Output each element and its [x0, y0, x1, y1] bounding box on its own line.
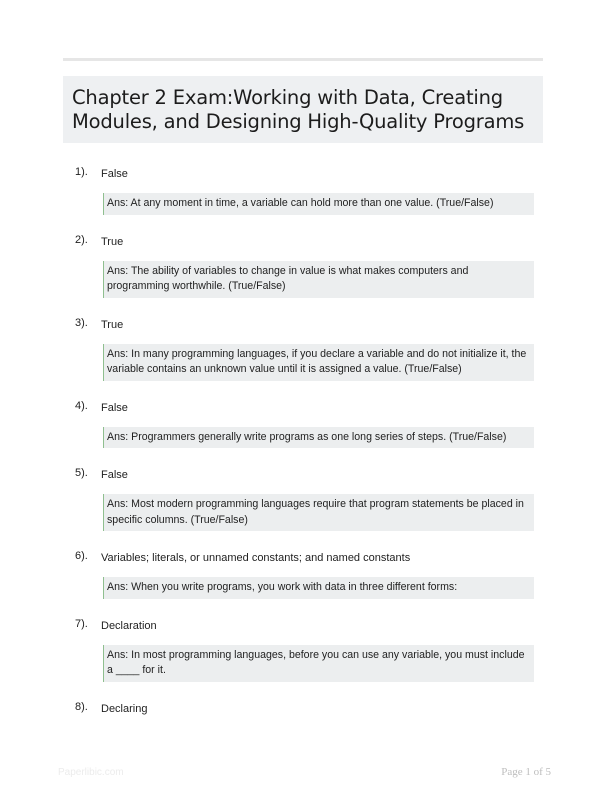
question-item-3: [63, 315, 543, 381]
question-item-1: [63, 164, 543, 215]
question-answer: Declaring: [101, 702, 148, 715]
question-number: 3).: [75, 316, 88, 329]
question-prompt: Ans: In many programming languages, if you declare a variable and do not initialize it, the variable contains an unknown value until it is assigned a value. (True/False): [103, 344, 534, 381]
question-answer: False: [101, 401, 128, 414]
question-answer: Declaration: [101, 619, 157, 632]
question-number: 5).: [75, 467, 88, 479]
question-number: 2).: [75, 233, 88, 246]
question-number: 1).: [75, 166, 88, 178]
question-item-5: [63, 465, 543, 531]
question-answer: Variables; literals, or unnamed constants; and named constants: [101, 552, 411, 564]
question-prompt: Ans: Most modern programming languages require that program statements be placed in specific columns. (True/False): [103, 494, 534, 531]
question-item-4: [63, 398, 543, 449]
question-item-7: [63, 616, 543, 682]
question-item-2: [63, 232, 543, 298]
question-number: 8).: [75, 700, 88, 713]
top-divider: [63, 58, 543, 61]
question-prompt: Ans: When you write programs, you work with data in three different forms:: [103, 577, 534, 599]
title-banner: [63, 76, 543, 143]
question-item-6: [63, 548, 543, 599]
question-answer: True: [101, 235, 124, 248]
question-answer: True: [101, 318, 124, 331]
footer-watermark: Paperlibic.com: [58, 767, 124, 778]
question-prompt: Ans: At any moment in time, a variable can hold more than one value. (True/False): [103, 193, 534, 215]
question-item-8: [63, 699, 543, 719]
question-number: 6).: [75, 550, 88, 562]
question-number: 4).: [75, 399, 88, 412]
question-answer: False: [101, 469, 128, 481]
question-prompt: Ans: In most programming languages, before you can use any variable, you must include a ____ for it.: [103, 645, 534, 682]
question-list: [63, 164, 543, 736]
question-prompt: Ans: Programmers generally write programs as one long series of steps. (True/False): [103, 427, 534, 449]
question-answer: False: [101, 168, 128, 180]
question-number: 7).: [75, 617, 88, 630]
question-prompt: Ans: The ability of variables to change in value is what makes computers and programming worthwhile. (True/False): [103, 261, 534, 298]
page-number: Page 1 of 5: [501, 766, 551, 778]
page-title: Chapter 2 Exam:Working with Data, Creating Modules, and Designing High-Quality Programs: [72, 86, 525, 133]
